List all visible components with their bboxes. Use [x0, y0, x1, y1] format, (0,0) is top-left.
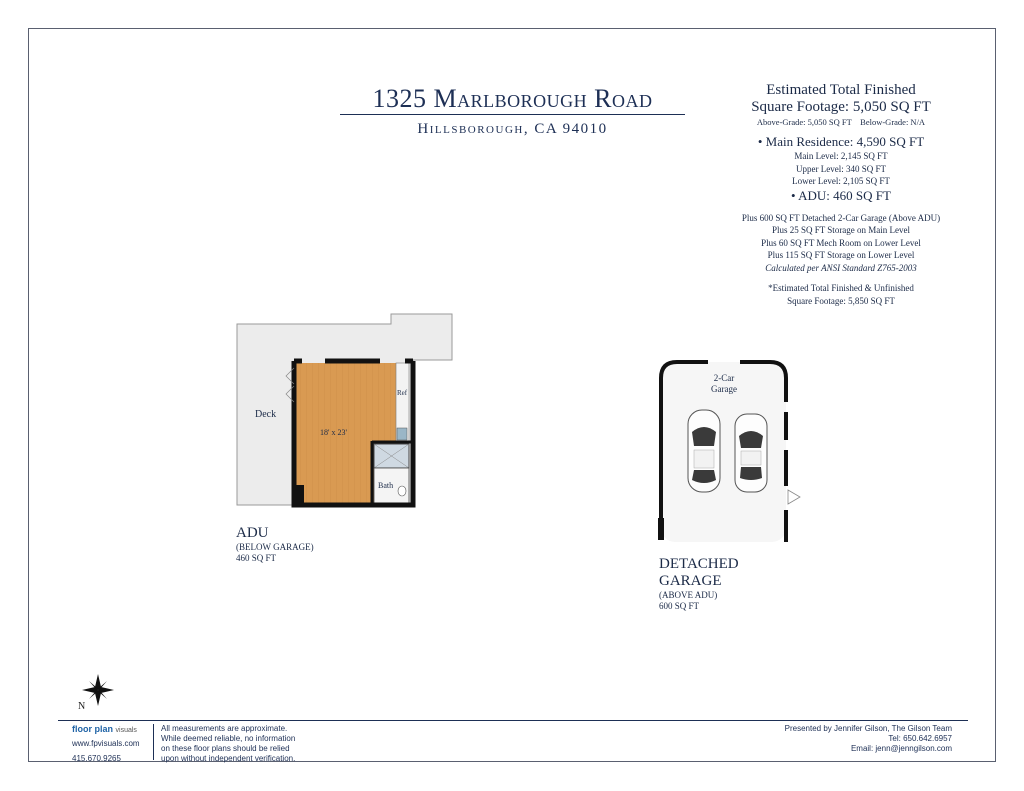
adu-caption-name: ADU: [236, 525, 269, 541]
summary-line-2: Square Footage: 5,050 SQ FT: [751, 99, 931, 115]
brand-name: floor plan: [72, 724, 113, 734]
page-title: 1325 Marlborough Road: [372, 84, 653, 113]
adu-caption-area: 460 SQ FT: [236, 553, 277, 563]
compass-north-label: N: [78, 701, 86, 712]
summary-lower-level: Lower Level: 2,105 SQ FT: [792, 176, 890, 186]
disclaimer-line-4: upon without independent verification.: [161, 754, 296, 763]
garage-room-label-1: 2-Car: [713, 373, 735, 383]
garage-caption: [659, 556, 739, 612]
brand-suffix: visuals: [115, 727, 137, 734]
disclaimer-line-2: While deemed reliable, no information: [161, 734, 296, 743]
brand-website[interactable]: www.fpvisuals.com: [72, 739, 140, 748]
footer-divider: [153, 724, 154, 760]
deck-label: Deck: [255, 409, 277, 420]
compass-rose-icon: [82, 674, 114, 706]
garage-door-swing: [788, 490, 800, 504]
footer-rule: [58, 720, 968, 721]
summary-upper-level: Upper Level: 340 SQ FT: [796, 163, 886, 174]
disclaimer-line-1: All measurements are approximate.: [161, 724, 288, 733]
garage-room-label-2: Garage: [711, 384, 737, 394]
footer-disclaimer: [161, 724, 295, 764]
footer-brand-block: [72, 724, 140, 764]
garage-room-label: [700, 373, 748, 395]
summary-line-1: Estimated Total Finished: [766, 82, 916, 98]
summary-main-residence: • Main Residence: 4,590 SQ FT: [757, 134, 925, 149]
summary-plus-garage: Plus 600 SQ FT Detached 2-Car Garage (Above ADU): [741, 212, 941, 223]
disclaimer-line-3: on these floor plans should be relied: [161, 744, 290, 753]
presenter-name: Presented by Jennifer Gilson, The Gilson Team: [784, 724, 952, 733]
garage-caption-name-2: GARAGE: [659, 573, 722, 589]
garage-caption-name-1: DETACHED: [659, 556, 739, 572]
adu-room-dimensions: 18' x 23': [320, 428, 347, 437]
summary-grades: Above-Grade: 5,050 SQ FT Below-Grade: N/A: [756, 117, 926, 127]
adu-sink-icon: [397, 428, 407, 440]
brand-logo: [72, 724, 140, 736]
ref-label: Ref: [397, 389, 408, 397]
brand-phone: 415.670.9265: [72, 754, 121, 763]
presenter-email[interactable]: Email: jenn@jenngilson.com: [850, 744, 952, 753]
summary-main-level: Main Level: 2,145 SQ FT: [794, 151, 888, 161]
summary-adu: • ADU: 460 SQ FT: [791, 187, 891, 203]
summary-plus-storage-lower: Plus 115 SQ FT Storage on Lower Level: [767, 250, 915, 260]
adu-toilet-icon: [398, 486, 406, 496]
summary-plus-storage-main: Plus 25 SQ FT Storage on Main Level: [771, 225, 911, 235]
garage-caption-note: (ABOVE ADU): [659, 590, 718, 600]
car-icon-right: [735, 414, 767, 492]
footer-presenter: [720, 724, 952, 754]
presenter-phone: Tel: 650.642.6957: [888, 734, 952, 743]
adu-stair-post: [292, 485, 304, 505]
bath-label: Bath: [378, 481, 394, 490]
summary-unfinished-1: *Estimated Total Finished & Unfinished: [768, 283, 914, 293]
adu-caption-note: (BELOW GARAGE): [236, 542, 314, 552]
car-icon-left: [688, 410, 720, 492]
adu-caption: [236, 525, 314, 564]
summary-standard: Calculated per ANSI Standard Z765-2003: [765, 262, 917, 273]
garage-caption-area: 600 SQ FT: [659, 601, 700, 611]
summary-plus-mech: Plus 60 SQ FT Mech Room on Lower Level: [761, 237, 921, 248]
summary-unfinished-2: Square Footage: 5,850 SQ FT: [787, 295, 895, 306]
page-subtitle: Hillsborough, CA 94010: [417, 121, 608, 137]
